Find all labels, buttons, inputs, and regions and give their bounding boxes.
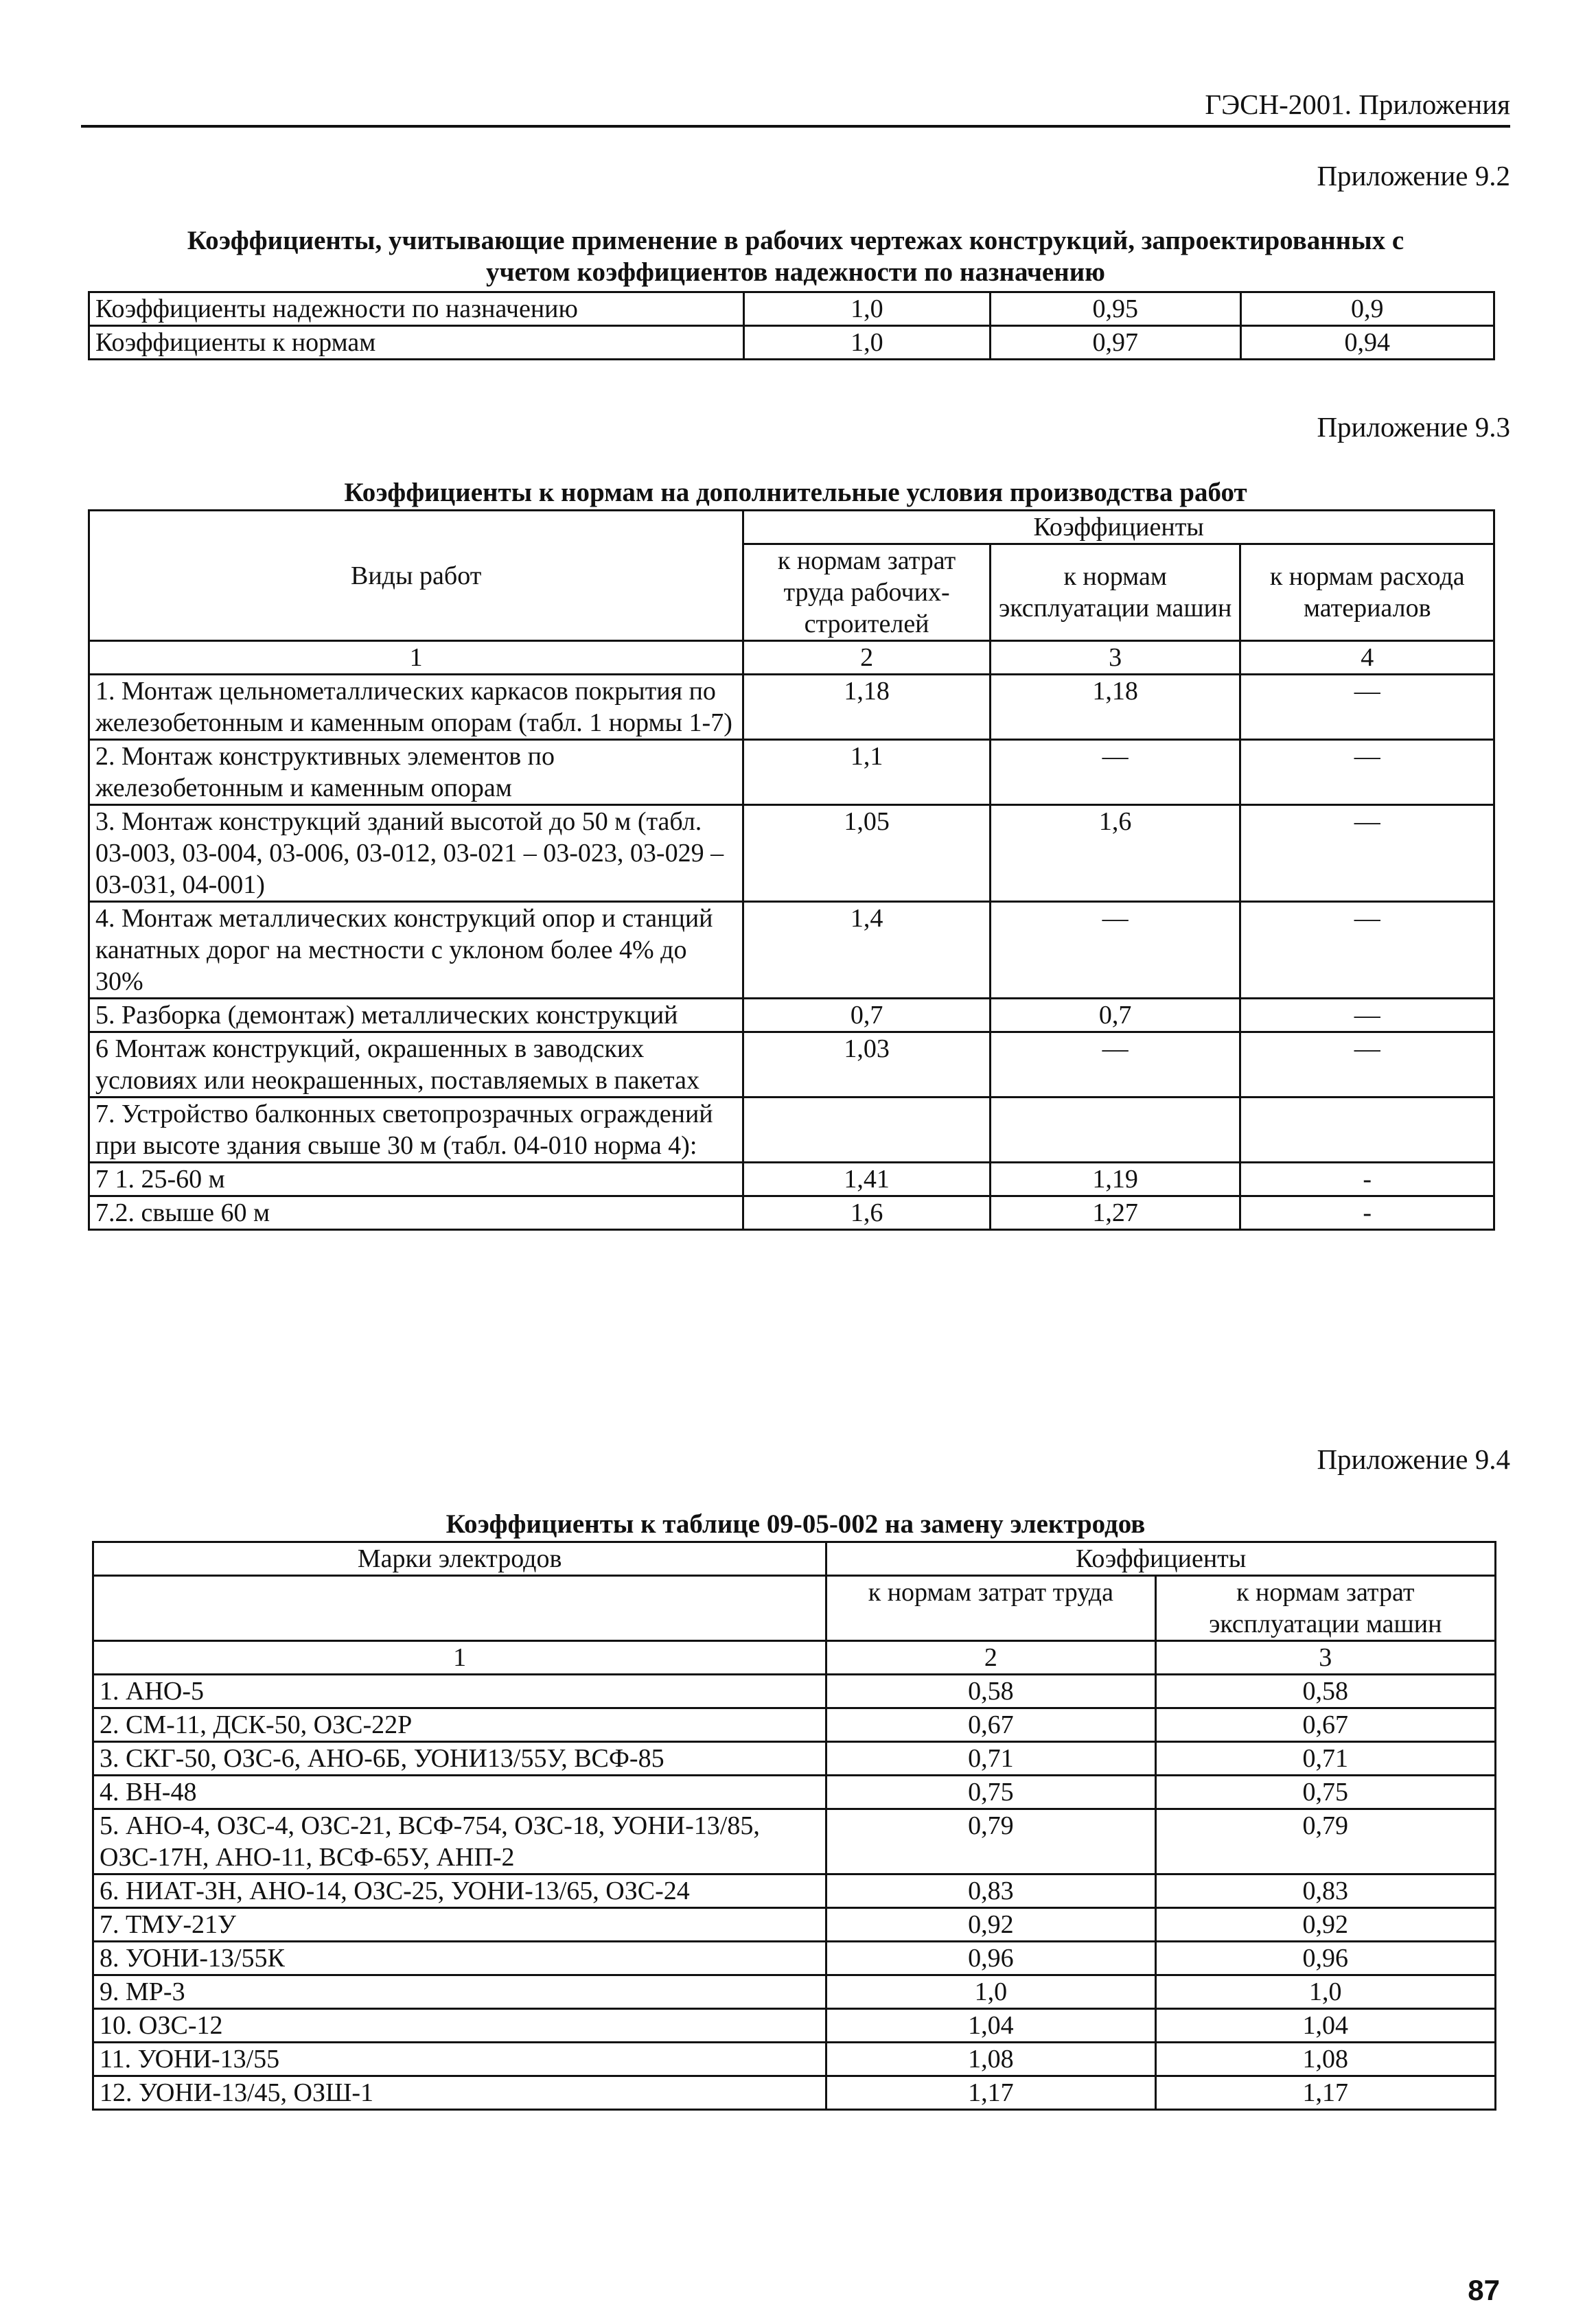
cell: 0,79 [1155,1809,1495,1874]
table-row [89,675,1494,740]
cell: 0,75 [826,1776,1155,1809]
cell: 7 1. 25-60 м [89,1163,743,1196]
cell: 10. ОЗС-12 [93,2009,826,2043]
cell: 0,95 [991,292,1240,326]
cell: 1,05 [743,805,991,902]
appendix-9-3-table [88,509,1495,1231]
appendix-9-2-table [88,291,1495,360]
cell: — [1240,902,1494,999]
page-number: 87 [1468,2274,1500,2306]
appendix-9-3-title: Коэффициенты к нормам на дополнительные условия производства работ [344,478,1247,507]
appendix-9-4-table [92,1541,1496,2111]
cell: Коэффициенты к нормам [89,326,744,360]
cell: 8. УОНИ-13/55К [93,1942,826,1975]
cell: — [990,740,1240,805]
col-number: 3 [990,641,1240,675]
header-rule [81,125,1510,128]
cell: Коэффициенты надежности по назначению [89,292,744,326]
table-row [89,1032,1494,1098]
cell: 0,96 [826,1942,1155,1975]
labor-header: к нормам затрат труда [826,1576,1155,1641]
cell: 1,0 [743,292,990,326]
cell: 9. МР-3 [93,1975,826,2009]
table-header-row [89,511,1494,544]
cell: — [1240,675,1494,740]
cell: 11. УОНИ-13/55 [93,2043,826,2076]
cell: 1,03 [743,1032,991,1098]
cell: 1,08 [1155,2043,1495,2076]
cell: 2. Монтаж конструктивных элементов по железобетонным и каменным опорам [89,740,743,805]
machines-header: к нормам затрат эксплуатации машин [1155,1576,1495,1641]
cell: 4. Монтаж металлических конструкций опор и станций канатных дорог на местности с уклоном более 4% до 30% [89,902,743,999]
table-row [93,1675,1496,1708]
cell: 1,0 [743,326,990,360]
table-row [93,2043,1496,2076]
column-numbers-row [93,1641,1496,1675]
appendix-9-4-label: Приложение 9.4 [1317,1443,1510,1475]
materials-header: к нормам расхода материалов [1240,544,1494,641]
cell: 1,0 [1155,1975,1495,2009]
cell: 1,08 [826,2043,1155,2076]
running-header: ГЭСН-2001. Приложения [1205,89,1510,120]
table-row [89,1196,1494,1230]
cell: 0,75 [1155,1776,1495,1809]
cell: 0,92 [1155,1908,1495,1942]
table-row [89,902,1494,999]
cell: 0,71 [826,1742,1155,1776]
cell [990,1098,1240,1163]
brands-header: Марки электродов [93,1542,826,1576]
table-row [93,1809,1496,1874]
col-number: 1 [89,641,743,675]
table-row [89,1098,1494,1163]
appendix-9-3-label: Приложение 9.3 [1317,411,1510,443]
works-header: Виды работ [89,511,743,641]
appendix-9-4-title: Коэффициенты к таблице 09-05-002 на замену электродов [446,1509,1146,1539]
cell: 3. СКГ-50, ОЗС-6, АНО-6Б, УОНИ13/55У, ВСФ-85 [93,1742,826,1776]
table-row [93,1742,1496,1776]
cell: 1,17 [826,2076,1155,2110]
cell: 2. СМ-11, ДСК-50, ОЗС-22Р [93,1708,826,1742]
empty-header-cell [93,1576,826,1641]
cell: 0,9 [1240,292,1494,326]
coefficients-header: Коэффициенты [826,1542,1496,1576]
table-row [93,1942,1496,1975]
coefficients-header: Коэффициенты [743,511,1494,544]
appendix-9-2-title-line2: учетом коэффициентов надежности по назначению [486,257,1105,287]
table-row [93,1776,1496,1809]
cell: 0,94 [1240,326,1494,360]
table-header-row [93,1576,1496,1641]
table-row [89,805,1494,902]
cell: 1,18 [743,675,991,740]
cell: 5. Разборка (демонтаж) металлических конструкций [89,999,743,1032]
cell: — [990,902,1240,999]
cell: 0,67 [1155,1708,1495,1742]
cell: 0,7 [743,999,991,1032]
labor-header: к нормам затрат труда рабочих-строителей [743,544,991,641]
cell: 0,83 [826,1874,1155,1908]
col-number: 1 [93,1641,826,1675]
cell: 1,0 [826,1975,1155,2009]
table-header-row [93,1542,1496,1576]
column-numbers-row [89,641,1494,675]
cell: 0,97 [991,326,1240,360]
cell: 1,19 [990,1163,1240,1196]
table-row [93,1975,1496,2009]
cell: 1. АНО-5 [93,1675,826,1708]
cell: 7. Устройство балконных светопрозрачных ограждений при высоте здания свыше 30 м (табл. 04-010 норма 4): [89,1098,743,1163]
table-row [93,2009,1496,2043]
cell: — [1240,999,1494,1032]
cell: 0,79 [826,1809,1155,1874]
cell [1240,1098,1494,1163]
cell: — [1240,1032,1494,1098]
cell: 1,04 [826,2009,1155,2043]
cell: 0,7 [990,999,1240,1032]
cell: 1,04 [1155,2009,1495,2043]
table-row [89,1163,1494,1196]
cell: 4. ВН-48 [93,1776,826,1809]
col-number: 4 [1240,641,1494,675]
table-row [89,292,1494,326]
cell: 1,41 [743,1163,991,1196]
cell: 1. Монтаж цельнометаллических каркасов покрытия по железобетонным и каменным опорам (табл. 1 нормы 1-7) [89,675,743,740]
cell: 6 Монтаж конструкций, окрашенных в заводских условиях или неокрашенных, поставляемых в пакетах [89,1032,743,1098]
table-row [93,1874,1496,1908]
cell: 12. УОНИ-13/45, ОЗШ-1 [93,2076,826,2110]
cell [743,1098,991,1163]
cell: 0,67 [826,1708,1155,1742]
cell: — [1240,740,1494,805]
cell: 1,6 [743,1196,991,1230]
machines-header: к нормам эксплуатации машин [990,544,1240,641]
cell: 6. НИАТ-3Н, АНО-14, ОЗС-25, УОНИ-13/65, ОЗС-24 [93,1874,826,1908]
table-row [89,999,1494,1032]
table-row [93,2076,1496,2110]
cell: 3. Монтаж конструкций зданий высотой до 50 м (табл. 03-003, 03-004, 03-006, 03-012, 03-021 – 03-023, 03-029 – 03-031, 04-001) [89,805,743,902]
cell: 7. ТМУ-21У [93,1908,826,1942]
cell: 1,27 [990,1196,1240,1230]
table-row [93,1708,1496,1742]
cell: 1,17 [1155,2076,1495,2110]
appendix-9-2-label: Приложение 9.2 [1317,160,1510,191]
cell: 5. АНО-4, ОЗС-4, ОЗС-21, ВСФ-754, ОЗС-18, УОНИ-13/85, ОЗС-17Н, АНО-11, ВСФ-65У, АНП-2 [93,1809,826,1874]
cell: - [1240,1163,1494,1196]
col-number: 3 [1155,1641,1495,1675]
cell: 1,6 [990,805,1240,902]
cell: 0,96 [1155,1942,1495,1975]
col-number: 2 [826,1641,1155,1675]
col-number: 2 [743,641,991,675]
cell: 7.2. свыше 60 м [89,1196,743,1230]
cell: 1,1 [743,740,991,805]
cell: 0,58 [1155,1675,1495,1708]
cell: 0,58 [826,1675,1155,1708]
appendix-9-2-title-line1: Коэффициенты, учитывающие применение в рабочих чертежах конструкций, запроектированных с [187,226,1404,255]
cell: 0,71 [1155,1742,1495,1776]
cell: 1,4 [743,902,991,999]
cell: 1,18 [990,675,1240,740]
cell: 0,83 [1155,1874,1495,1908]
table-row [89,326,1494,360]
cell: — [1240,805,1494,902]
table-row [89,740,1494,805]
cell: — [990,1032,1240,1098]
table-row [93,1908,1496,1942]
cell: - [1240,1196,1494,1230]
cell: 0,92 [826,1908,1155,1942]
